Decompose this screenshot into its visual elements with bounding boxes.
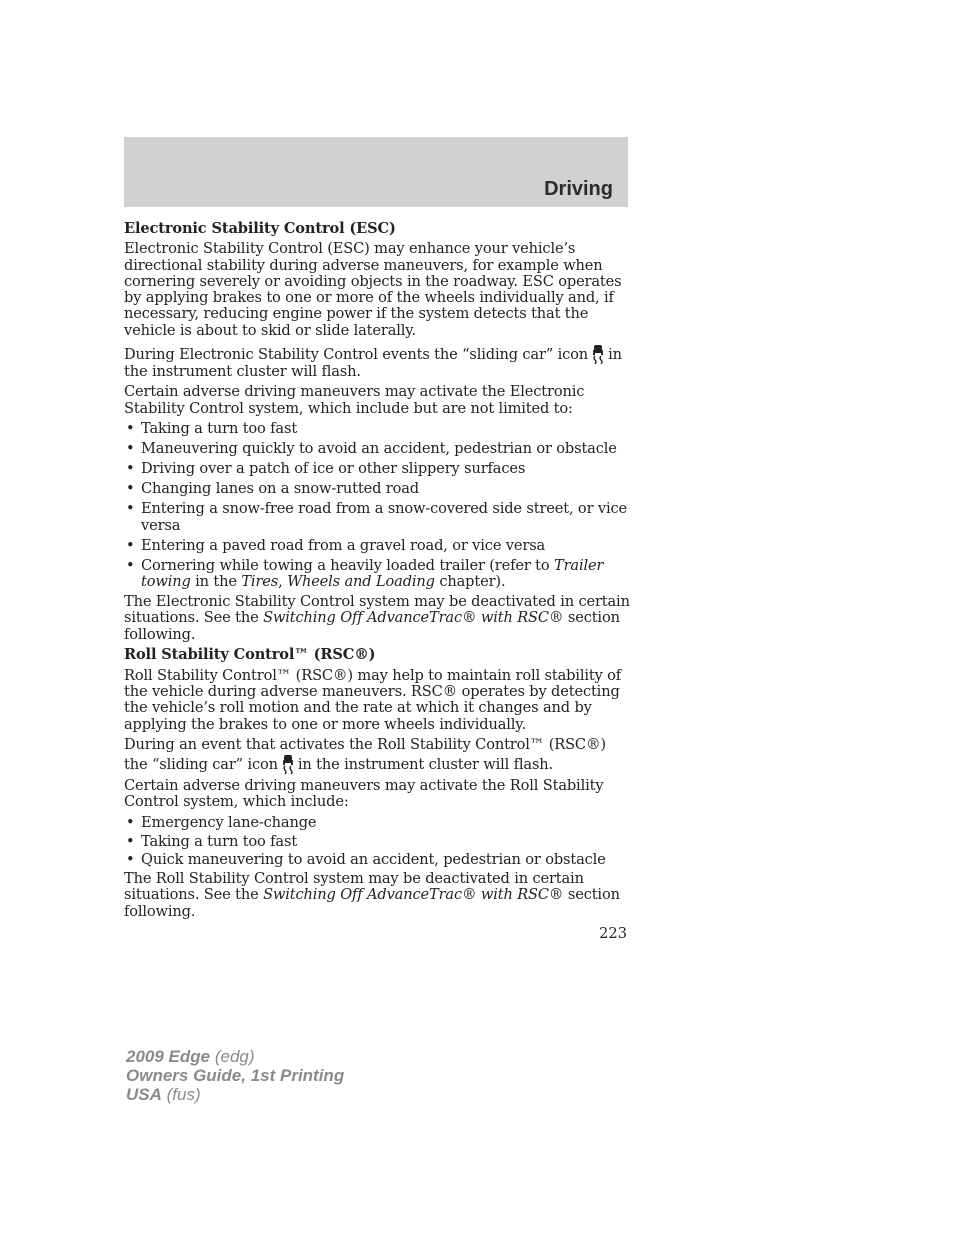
list-item: • Maneuvering quickly to avoid an accident, pedestrian or obstacle: [124, 441, 630, 457]
text-run: chapter).: [434, 572, 506, 590]
list-item: • Emergency lane-change: [124, 815, 630, 831]
esc-paragraph-2-text-b: in the instrument cluster will flash.: [124, 345, 622, 380]
esc-paragraph-1: Electronic Stability Control (ESC) may enhance your vehicle’s directional stability during adverse maneuvers, for example when cornering severely or avoiding objects in the roadway. ESC operates by applying brakes to one or more of the wheels individually and, if necessary, reducing engine power if the system detects that the vehicle is about to skid or slide laterally.: [124, 240, 622, 339]
text-run: The Roll Stability Control system may be deactivated in certain situations. See the: [124, 870, 584, 904]
list-item: • Taking a turn too fast: [124, 421, 630, 437]
text-run: section following.: [124, 609, 620, 643]
page-content: [124, 221, 630, 925]
rsc-paragraph-4: [124, 871, 630, 920]
esc-paragraph-4: [124, 594, 630, 643]
list-item: [124, 558, 630, 591]
footer-line-guide: [126, 1066, 344, 1085]
rsc-paragraph-3: Certain adverse driving maneuvers may activate the Roll Stability Control system, which include:: [124, 777, 604, 811]
footer-model: 2009 Edge: [126, 1047, 211, 1066]
italic-reference: Trailer towing: [141, 556, 604, 590]
esc-paragraph-2: [124, 344, 630, 380]
rsc-paragraph-2-text-a: During an event that activates the Roll Stability Control™ (RSC®) the “sliding car” icon: [124, 736, 606, 773]
italic-reference: Tires: [241, 572, 279, 590]
rsc-paragraph-2: [124, 737, 630, 773]
text-run: in the: [190, 572, 242, 590]
text-run: Cornering while towing a heavily loaded trailer (refer to: [141, 556, 555, 574]
section-header-band: [124, 137, 628, 207]
list-item: • Driving over a patch of ice or other slippery surfaces: [124, 461, 630, 477]
text-run: section following.: [124, 886, 620, 920]
italic-reference: Wheels and Loading: [287, 572, 435, 590]
text-run: ,: [278, 572, 288, 590]
footer-line-model: [126, 1047, 344, 1066]
document-footer: [126, 1047, 344, 1104]
footer-model-code: (edg): [210, 1047, 255, 1066]
section-title: Driving: [544, 178, 613, 200]
rsc-heading: Roll Stability Control™ (RSC®): [124, 646, 376, 664]
footer-guide: Owners Guide, 1st Printing: [126, 1066, 345, 1085]
list-item: • Entering a snow-free road from a snow-covered side street, or vice versa: [124, 501, 630, 534]
sliding-car-icon: [591, 344, 605, 364]
page-number: 223: [599, 925, 627, 942]
footer-line-market: [126, 1085, 344, 1104]
italic-reference: Switching Off AdvanceTrac® with RSC®: [263, 609, 564, 627]
esc-heading: Electronic Stability Control (ESC): [124, 220, 396, 237]
list-item: • Entering a paved road from a gravel road, or vice versa: [124, 538, 630, 554]
rsc-paragraph-2-text-b: in the instrument cluster will flash.: [297, 755, 554, 773]
footer-market-code: (fus): [161, 1085, 201, 1104]
list-item: • Changing lanes on a snow-rutted road: [124, 481, 630, 497]
rsc-paragraph-1: Roll Stability Control™ (RSC®) may help to maintain roll stability of the vehicle during adverse maneuvers. RSC® operates by detecting the vehicle’s roll motion and the rate at which it changes and by applying the brakes to one or more wheels individually.: [124, 666, 622, 733]
sliding-car-icon: [281, 754, 295, 774]
footer-market: USA: [126, 1085, 162, 1104]
rsc-bullet-list: [124, 815, 630, 868]
list-item: • Taking a turn too fast: [124, 834, 630, 850]
esc-paragraph-2-text-a: During Electronic Stability Control events the “sliding car” icon: [124, 345, 589, 363]
esc-paragraph-3: Certain adverse driving maneuvers may activate the Electronic Stability Control system, which include but are not limited to:: [124, 383, 585, 417]
italic-reference: Switching Off AdvanceTrac® with RSC®: [263, 886, 564, 904]
list-item: • Quick maneuvering to avoid an accident, pedestrian or obstacle: [124, 852, 630, 868]
text-run: The Electronic Stability Control system may be deactivated in certain situations. See the: [124, 592, 630, 627]
esc-bullet-list: [124, 421, 630, 590]
